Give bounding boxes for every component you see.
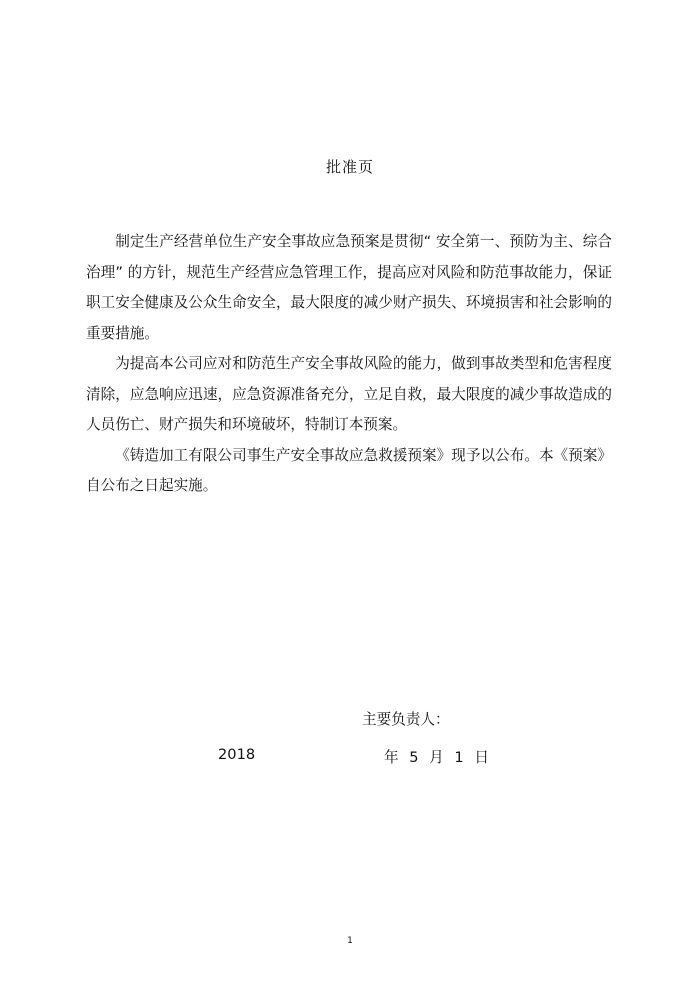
date-line — [0, 746, 700, 768]
page-number: 1 — [347, 936, 353, 946]
page-title: 批准页 — [325, 158, 374, 176]
signer-label: 主要负责人： — [362, 711, 450, 728]
date-month-day: 年 5 月 1 日 — [384, 749, 492, 766]
paragraph-purpose: 制定生产经营单位生产安全事故应急预案是贯彻“ 安全第一、预防为主、综合治理” 的方针，规范生产经营应急管理工作，提高应对风险和防范事故能力，保证职工安全健康及公众生命安全，最大限度的减少财产损失、环境损害和社会影响的重要措施。 — [86, 233, 612, 342]
paragraph-announcement: 《铸造加工有限公司事生产安全事故应急救援预案》现予以公布。本《预案》自公布之日起实施。 — [86, 446, 612, 494]
paragraph-goal: 为提高本公司应对和防范生产安全事故风险的能力，做到事故类型和危害程度清除，应急响应迅速，应急资源准备充分，立足自救，最大限度的减少事故造成的人员伤亡、财产损失和环境破坏，特制订本预案。 — [86, 355, 612, 433]
date-year: 2018 — [218, 746, 256, 763]
document-body — [86, 227, 612, 502]
